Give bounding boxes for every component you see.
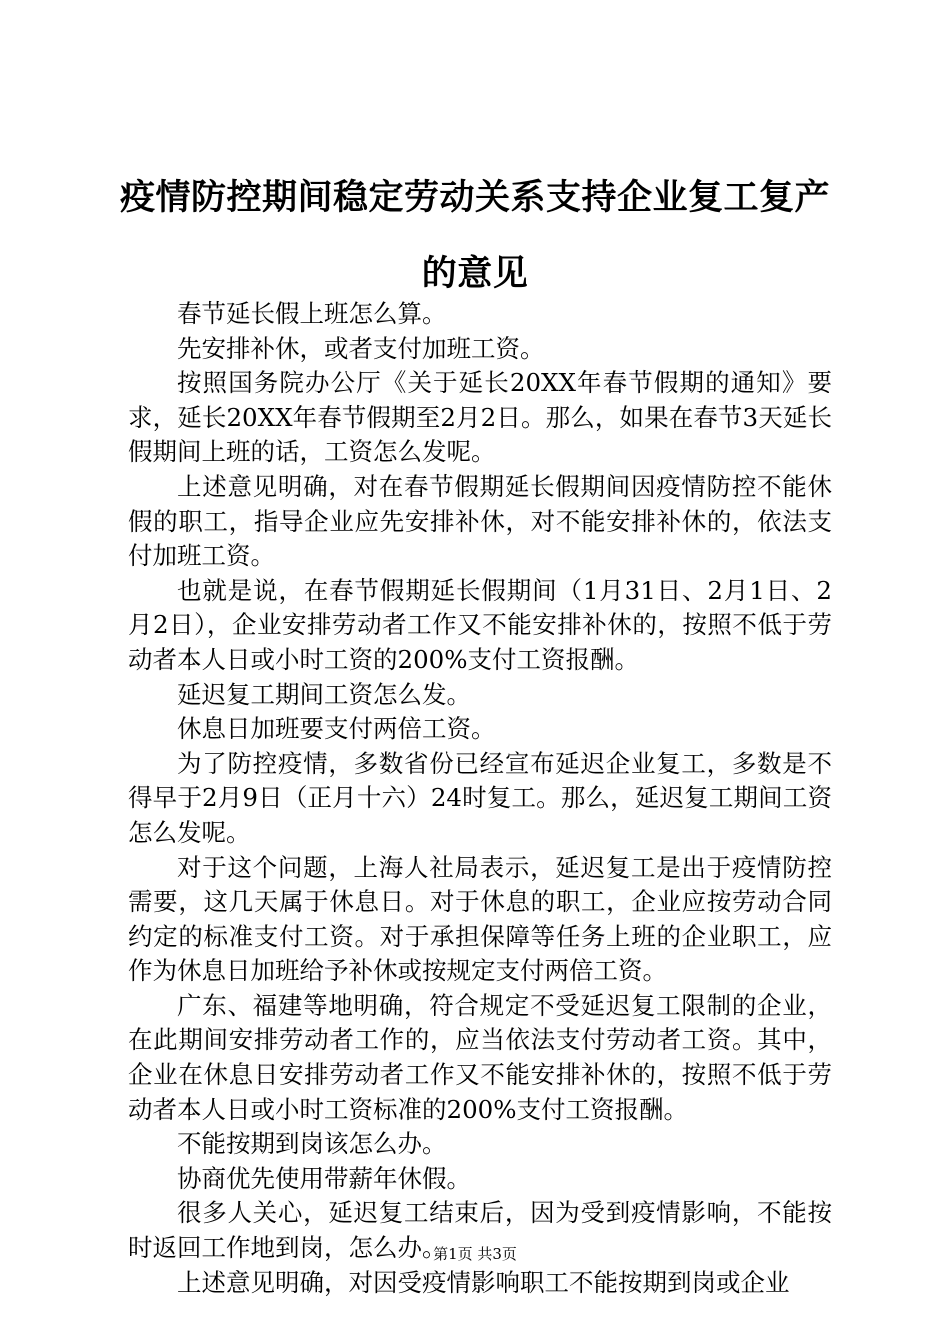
paragraph: 上述意见明确，对在春节假期延长假期间因疫情防控不能休假的职工，指导企业应先安排补休，对不能安排补休的，依法支付加班工资。 <box>128 471 832 571</box>
paragraph: 先安排补休，或者支付加班工资。 <box>177 333 545 363</box>
page-number-footer: 第1页 共3页 <box>433 1245 517 1263</box>
paragraph: 协商优先使用带薪年休假。 <box>177 1163 471 1193</box>
document-title: 疫情防控期间稳定劳动关系支持企业复工复产的意见 <box>119 177 830 294</box>
paragraph: 春节延长假上班怎么算。 <box>177 299 447 328</box>
paragraph: 也就是说，在春节假期延长假期间（1月31日、2月1日、2月2日），企业安排劳动者工作又不能安排补休的，按照不低于劳动者本人日或小时工资的200%支付工资报酬。 <box>128 575 832 674</box>
paragraph: 延迟复工期间工资怎么发。 <box>177 679 471 709</box>
paragraph: 对于这个问题，上海人社局表示，延迟复工是出于疫情防控需要，这几天属于休息日。对于休息的职工，企业应按劳动合同约定的标准支付工资。对于承担保障等任务上班的企业职工，应作为休息日加班给予补休或按规定支付两倍工资。 <box>128 852 832 986</box>
paragraph: 按照国务院办公厅《关于延长20XX年春节假期的通知》要求，延长20XX年春节假期至2月2日。那么，如果在春节3天延长假期间上班的话，工资怎么发呢。 <box>128 368 832 467</box>
paragraph: 不能按期到岗该怎么办。 <box>177 1129 447 1159</box>
paragraph: 广东、福建等地明确，符合规定不受延迟复工限制的企业，在此期间安排劳动者工作的，应当依法支付劳动者工资。其中，企业在休息日安排劳动者工作又不能安排补休的，按照不低于劳动者本人日或小时工资标准的200%支付工资报酬。 <box>128 990 832 1124</box>
paragraph: 上述意见明确，对因受疫情影响职工不能按期到岗或企业 <box>177 1267 790 1297</box>
paragraph: 很多人关心，延迟复工结束后，因为受到疫情影响，不能按时返回工作地到岗，怎么办。 <box>128 1198 832 1263</box>
paragraph: 为了防控疫情，多数省份已经宣布延迟企业复工，多数是不得早于2月9日（正月十六）24时复工。那么，延迟复工期间工资怎么发呢。 <box>128 748 832 847</box>
paragraph: 休息日加班要支付两倍工资。 <box>177 714 496 744</box>
document-body <box>128 297 832 1300</box>
